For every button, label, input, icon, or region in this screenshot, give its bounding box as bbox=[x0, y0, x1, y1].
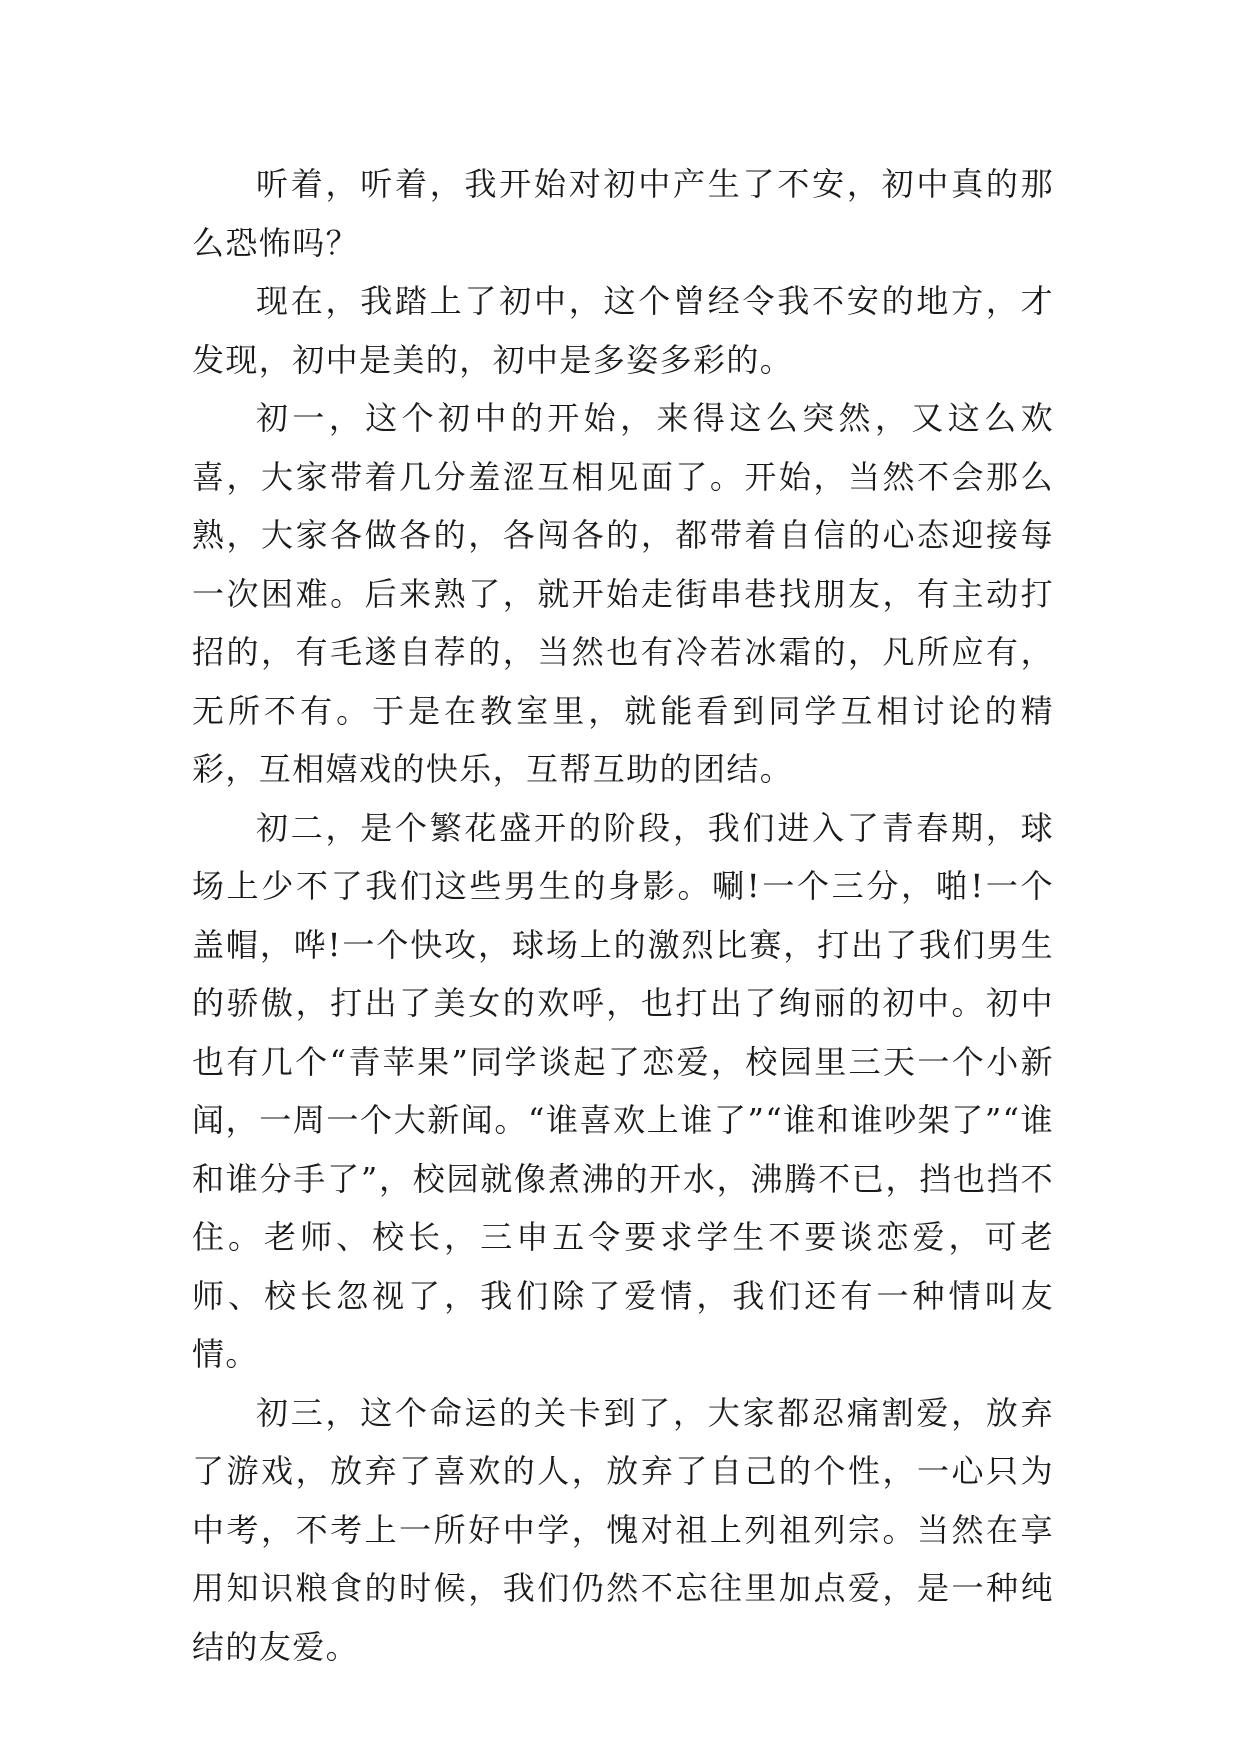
paragraph-3: 初一，这个初中的开始，来得这么突然，又这么欢喜，大家带着几分羞涩互相见面了。开始，当然不会那么熟，大家各做各的，各闯各的，都带着自信的心态迎接每一次困难。后来熟了，就开始走街串巷找朋友，有主动打招的，有毛遂自荐的，当然也有冷若冰霜的，凡所应有，无所不有。于是在教室里，就能看到同学互相讨论的精彩，互相嬉戏的快乐，互帮互助的团结。 bbox=[192, 399, 1054, 788]
document-body bbox=[192, 155, 1054, 1676]
paragraph-4: 初二，是个繁花盛开的阶段，我们进入了青春期，球场上少不了我们这些男生的身影。唰!一个三分，啪!一个盖帽，哗!一个快攻，球场上的激烈比赛，打出了我们男生的骄傲，打出了美女的欢呼，也打出了绚丽的初中。初中也有几个“青苹果”同学谈起了恋爱，校园里三天一个小新闻，一周一个大新闻。“谁喜欢上谁了”“谁和谁吵架了”“谁和谁分手了”，校园就像煮沸的开水，沸腾不已，挡也挡不住。老师、校长，三申五令要求学生不要谈恋爱，可老师、校长忽视了，我们除了爱情，我们还有一种情叫友情。 bbox=[192, 808, 1054, 1373]
paragraph-2: 现在，我踏上了初中，这个曾经令我不安的地方，才发现，初中是美的，初中是多姿多彩的。 bbox=[192, 282, 1054, 379]
paragraph-5: 初三，这个命运的关卡到了，大家都忍痛割爱，放弃了游戏，放弃了喜欢的人，放弃了自己的个性，一心只为中考，不考上一所好中学，愧对祖上列祖列宗。当然在享用知识粮食的时候，我们仍然不忘往里加点爱，是一种纯结的友爱。 bbox=[192, 1393, 1054, 1666]
paragraph-1: 听着，听着，我开始对初中产生了不安，初中真的那么恐怖吗？ bbox=[192, 165, 1054, 262]
